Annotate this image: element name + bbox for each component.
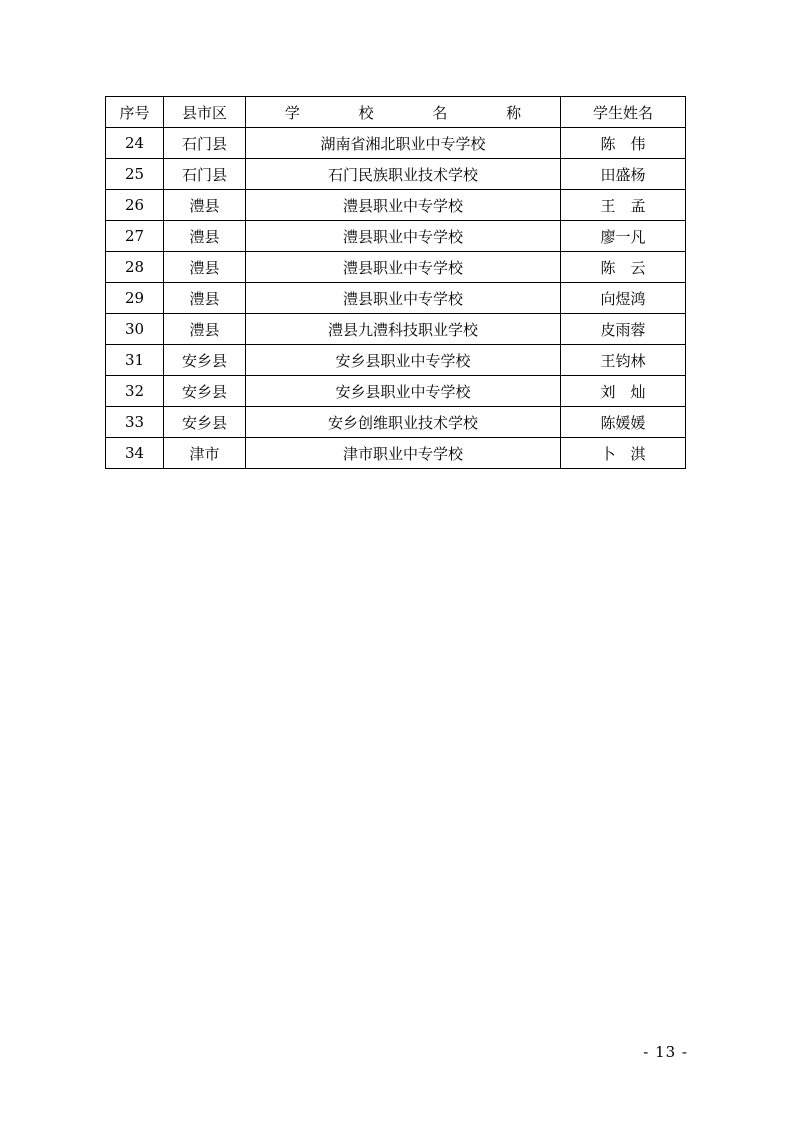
cell-no: 33 (106, 407, 164, 438)
cell-no: 29 (106, 283, 164, 314)
cell-student: 向煜鸿 (561, 283, 686, 314)
cell-no: 27 (106, 221, 164, 252)
table-row (106, 128, 686, 159)
cell-county: 石门县 (164, 159, 246, 190)
table-row (106, 159, 686, 190)
table-row (106, 407, 686, 438)
cell-school: 石门民族职业技术学校 (246, 159, 561, 190)
cell-school: 澧县九澧科技职业学校 (246, 314, 561, 345)
award-list-table (105, 96, 686, 469)
cell-county: 石门县 (164, 128, 246, 159)
header-student: 学生姓名 (561, 97, 686, 128)
cell-county: 安乡县 (164, 407, 246, 438)
cell-school: 澧县职业中专学校 (246, 252, 561, 283)
cell-no: 32 (106, 376, 164, 407)
page-number: - 13 - (643, 1043, 688, 1061)
table-row (106, 283, 686, 314)
table-row (106, 252, 686, 283)
cell-no: 31 (106, 345, 164, 376)
cell-school: 安乡县职业中专学校 (246, 345, 561, 376)
cell-student: 王 孟 (561, 190, 686, 221)
cell-no: 30 (106, 314, 164, 345)
table-row (106, 314, 686, 345)
table-body (106, 128, 686, 469)
cell-county: 澧县 (164, 283, 246, 314)
cell-no: 25 (106, 159, 164, 190)
header-school (246, 97, 561, 128)
cell-school: 安乡县职业中专学校 (246, 376, 561, 407)
cell-county: 澧县 (164, 314, 246, 345)
cell-school: 津市职业中专学校 (246, 438, 561, 469)
header-no: 序号 (106, 97, 164, 128)
cell-county: 澧县 (164, 190, 246, 221)
cell-student: 卜 淇 (561, 438, 686, 469)
cell-county: 澧县 (164, 252, 246, 283)
table-header-row (106, 97, 686, 128)
cell-no: 26 (106, 190, 164, 221)
cell-student: 田盛杨 (561, 159, 686, 190)
table-row (106, 221, 686, 252)
cell-student: 皮雨蓉 (561, 314, 686, 345)
cell-school: 澧县职业中专学校 (246, 283, 561, 314)
cell-school: 澧县职业中专学校 (246, 221, 561, 252)
cell-school: 安乡创维职业技术学校 (246, 407, 561, 438)
cell-student: 刘 灿 (561, 376, 686, 407)
cell-county: 安乡县 (164, 345, 246, 376)
cell-county: 澧县 (164, 221, 246, 252)
cell-student: 王钧林 (561, 345, 686, 376)
table-row (106, 190, 686, 221)
table-row (106, 345, 686, 376)
table-row (106, 438, 686, 469)
cell-no: 34 (106, 438, 164, 469)
cell-student: 陈媛媛 (561, 407, 686, 438)
cell-county: 安乡县 (164, 376, 246, 407)
cell-no: 28 (106, 252, 164, 283)
cell-student: 廖一凡 (561, 221, 686, 252)
cell-county: 津市 (164, 438, 246, 469)
header-school-label: 学 校 名 称 (284, 103, 549, 122)
cell-student: 陈 伟 (561, 128, 686, 159)
cell-school: 湖南省湘北职业中专学校 (246, 128, 561, 159)
table-row (106, 376, 686, 407)
header-county: 县市区 (164, 97, 246, 128)
cell-no: 24 (106, 128, 164, 159)
cell-school: 澧县职业中专学校 (246, 190, 561, 221)
cell-student: 陈 云 (561, 252, 686, 283)
